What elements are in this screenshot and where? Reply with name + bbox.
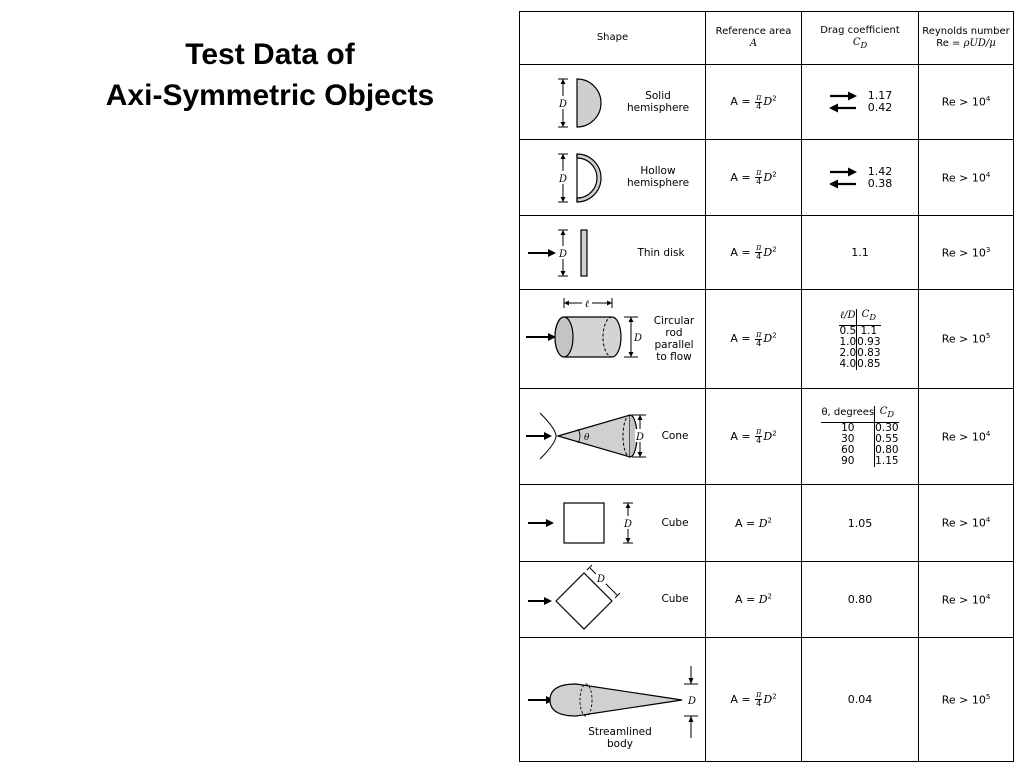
reynolds-cell: $Re > 10^3$: [919, 216, 1014, 290]
drag-coefficient-cell: [802, 216, 919, 290]
header-shape: Shape: [520, 12, 706, 65]
shape-cell: [520, 290, 706, 389]
cd-value-reverse: 0.38: [867, 176, 893, 190]
shape-cell: [520, 485, 706, 562]
area-formula: A = $\frac{\pi}{4}$ $D^2$: [730, 168, 777, 186]
cd-value: 1.05: [847, 516, 873, 530]
svg-text:D: D: [635, 432, 645, 443]
cd-value: 0.04: [847, 693, 873, 706]
table-row: [520, 216, 1014, 290]
pi-over-four: $\frac{\pi}{4}$: [756, 690, 762, 708]
header-reference-area: Reference area A: [706, 12, 802, 65]
shape-label: Circular rod parallel to flow: [653, 315, 695, 363]
cd-subtable-param: 30: [821, 434, 874, 445]
cd-subtable-value: 0.85: [857, 357, 881, 370]
area-formula: A = $\frac{\pi}{4}$ $D^2$: [730, 92, 777, 111]
title-line-1: Test Data of: [185, 38, 355, 71]
cd-subtable-row: [839, 348, 880, 359]
cd-subtable-value: 0.30: [875, 422, 899, 434]
drag-coefficient-table: [519, 11, 1014, 762]
flow-direction-arrows: [828, 166, 858, 190]
reynolds-cell: $Re > 10^5$: [919, 638, 1014, 762]
cd-subtable-value: 1.15: [875, 455, 899, 467]
cd-value-forward: 1.42: [867, 164, 893, 178]
pi-over-four: $\frac{\pi}{4}$: [756, 427, 762, 445]
area-formula: $A = D^2$: [734, 516, 773, 530]
area-formula: A = $\frac{\pi}{4}$ $D^2$: [730, 329, 777, 348]
reynolds-cell: $Re > 10^5$: [919, 290, 1014, 389]
cd-subtable-value: 1.1: [860, 324, 878, 337]
reference-area-cell: [706, 562, 802, 638]
cd-subtable-header-cd: $C_D$: [875, 406, 899, 423]
cd-subtable-value: 0.55: [875, 433, 899, 445]
cd-value-reverse: 0.42: [867, 101, 893, 114]
cd-subtable-header-param: ℓ/D: [839, 309, 856, 326]
table-row: [520, 65, 1014, 140]
shape-cell: [520, 562, 706, 638]
cd-subtable-value: 0.83: [857, 346, 881, 359]
shape-cell: [520, 216, 706, 290]
shape-label: Thin disk: [637, 247, 685, 259]
svg-text:ℓ: ℓ: [584, 299, 590, 310]
table-row: [520, 562, 1014, 638]
svg-text:θ: θ: [584, 433, 590, 443]
cd-value: 0.80: [847, 593, 873, 606]
reference-area-cell: [706, 638, 802, 762]
cd-subtable-row: [839, 337, 880, 348]
cd-subtable-header-param: θ, degrees: [821, 406, 874, 423]
cd-subtable-param: 10: [821, 423, 874, 435]
flow-direction-arrows: [828, 90, 858, 114]
drag-coefficient-cell: [802, 638, 919, 762]
cd-subtable-row: [821, 456, 898, 467]
svg-text:D: D: [558, 99, 568, 110]
reynolds-cell: $Re > 10^4$: [919, 65, 1014, 140]
shape-label: Hollow hemisphere: [626, 165, 690, 189]
table-row: [520, 485, 1014, 562]
drag-coefficient-cell: [802, 485, 919, 562]
cd-subtable-value: 0.80: [875, 444, 899, 456]
reference-area-cell: [706, 65, 802, 140]
reference-area-cell: [706, 140, 802, 216]
title-line-2: Axi-Symmetric Objects: [105, 79, 435, 112]
table-row: [520, 140, 1014, 216]
reynolds-cell: $Re > 10^4$: [919, 389, 1014, 485]
area-formula: $A = D^2$: [734, 592, 773, 607]
pi-over-four: $\frac{\pi}{4}$: [756, 92, 762, 111]
svg-text:D: D: [687, 696, 697, 707]
shape-label: Cube: [661, 593, 689, 605]
reference-area-cell: [706, 389, 802, 485]
shape-label: Cone: [661, 430, 689, 442]
cd-subtable-header-cd: $C_D$: [857, 309, 881, 326]
pi-over-four: $\frac{\pi}{4}$: [756, 168, 762, 186]
shape-cell: [520, 638, 706, 762]
svg-text:D: D: [633, 333, 643, 344]
shape-label: Streamlined body: [588, 726, 652, 750]
cd-subtable-row: [839, 325, 880, 337]
cd-subtable: [839, 309, 880, 370]
reynolds-cell: $Re > 10^4$: [919, 562, 1014, 638]
svg-text:D: D: [558, 174, 568, 185]
reference-area-cell: [706, 216, 802, 290]
drag-coefficient-cell: [802, 290, 919, 389]
area-formula: A = $\frac{\pi}{4}$ $D^2$: [730, 427, 777, 445]
drag-coefficient-cell: [802, 65, 919, 140]
cd-value-forward: 1.17: [867, 89, 893, 102]
shape-cell: [520, 65, 706, 140]
cd-subtable-param: 90: [821, 456, 874, 467]
drag-coefficient-cell: [802, 389, 919, 485]
header-drag-coefficient: Drag coefficient $C_D$: [802, 12, 919, 65]
cd-value: 1.1: [851, 246, 869, 259]
shape-cell: [520, 389, 706, 485]
table-row: [520, 389, 1014, 485]
svg-text:D: D: [558, 249, 568, 260]
header-reynolds-number: Reynolds number Re = ρUD/μ: [919, 12, 1014, 65]
svg-text:D: D: [623, 519, 633, 530]
reynolds-cell: $Re > 10^4$: [919, 485, 1014, 562]
cd-subtable-param: 2.0: [839, 346, 857, 359]
table-row: [520, 290, 1014, 389]
cd-subtable-param: 60: [821, 445, 874, 456]
shape-cell: [520, 140, 706, 216]
cd-subtable-row: [839, 359, 880, 370]
shape-label: Cube: [661, 517, 689, 529]
cd-subtable-value: 0.93: [857, 335, 881, 348]
reference-area-cell: [706, 290, 802, 389]
shape-label: Solid hemisphere: [626, 90, 690, 114]
slide-title: [60, 34, 480, 116]
table-row: [520, 638, 1014, 762]
reynolds-cell: $Re > 10^4$: [919, 140, 1014, 216]
drag-coefficient-cell: [802, 140, 919, 216]
cd-subtable: [821, 406, 898, 467]
area-formula: A = $\frac{\pi}{4}$ $D^2$: [730, 243, 777, 261]
area-formula: A = $\frac{\pi}{4}$ $D^2$: [730, 690, 777, 708]
header-row: [520, 12, 1014, 65]
drag-coefficient-cell: [802, 562, 919, 638]
pi-over-four: $\frac{\pi}{4}$: [756, 243, 762, 261]
cd-subtable-param: 4.0: [839, 357, 857, 370]
cd-subtable-param: 0.5: [839, 324, 857, 337]
pi-over-four: $\frac{\pi}{4}$: [756, 329, 762, 348]
reference-area-cell: [706, 485, 802, 562]
cd-subtable-param: 1.0: [839, 335, 857, 348]
svg-text:D: D: [596, 574, 606, 585]
